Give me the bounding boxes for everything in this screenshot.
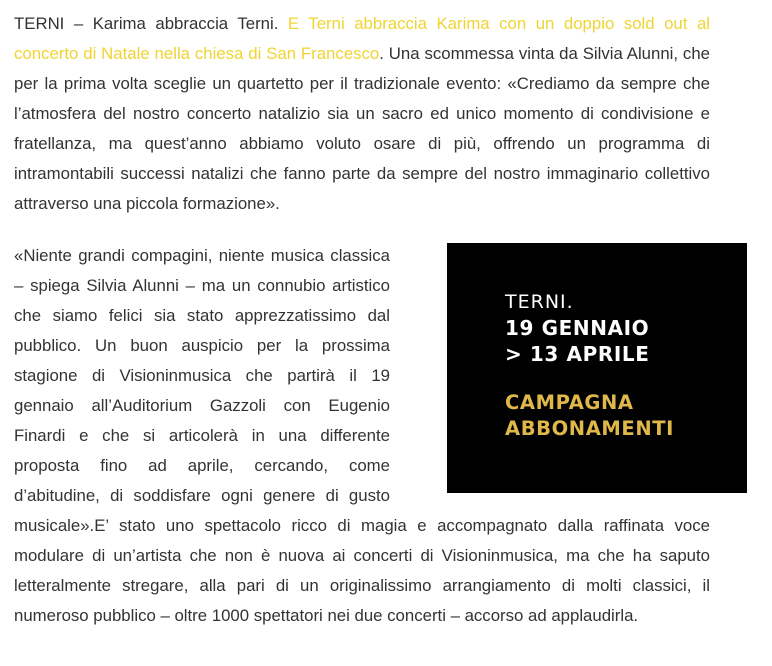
- banner-date-start: 19 GENNAIO: [505, 316, 650, 340]
- banner-cta-line-1: CAMPAGNA: [505, 391, 634, 414]
- paragraph-1-rest: . Una scommessa vinta da Silvia Alunni, che per la prima volta sceglie un quartetto per il tradizionale evento: «Crediamo da sempre che l’atmosfera del nostro concerto natalizio sia un sacro ed unico momento di condivisione e fratellanza, ma quest’anno abbiamo voluto osare di più, offrendo un programma di intramontabili successi natalizi che fanno parte da sempre del nostro immaginario collettivo attraverso una piccola formazione».: [14, 44, 710, 213]
- banner-cta-line-2: ABBONAMENTI: [505, 417, 675, 440]
- article-paragraph-1: [14, 9, 710, 219]
- article-body: [14, 9, 710, 631]
- banner-date-end: > 13 APRILE: [505, 342, 650, 366]
- article-paragraph-2: «Niente grandi compagini, niente musica classica – spiega Silvia Alunni – ma un connubio artistico che siamo felici sia stato apprezzatissimo dal pubblico. Un buon auspicio per la prossima stagione di Visioninmusica che partirà il 19 gennaio all’Auditorium Gazzoli con Eugenio Finardi e che si articolerà in una differente proposta fino ad aprile, cercando, come d’abitudine, di soddisfare ogni genere di gusto musicale».E’ stato uno spettacolo ricco di magia e accompagnato dalla raffinata voce modulare di un’artista che non è nuova ai concerti di Visioninmusica, ma che ha saputo letteralmente stregare, alla pari di un originalissimo arrangiamento di molti classici, il numeroso pubblico – oltre 1000 spettatori nei due concerti – accorso ad applaudirla.: [14, 246, 710, 625]
- subscription-campaign-banner[interactable]: [447, 243, 747, 493]
- paragraph-1-lead: TERNI – Karima abbraccia Terni.: [14, 14, 288, 33]
- banner-city: TERNI.: [505, 291, 574, 313]
- highlighted-link[interactable]: E Terni abbraccia Karima con un doppio sold out al concerto di Natale nella chiesa di San Francesco: [14, 14, 710, 63]
- banner-spacer: [505, 367, 674, 390]
- banner-content: [505, 289, 674, 442]
